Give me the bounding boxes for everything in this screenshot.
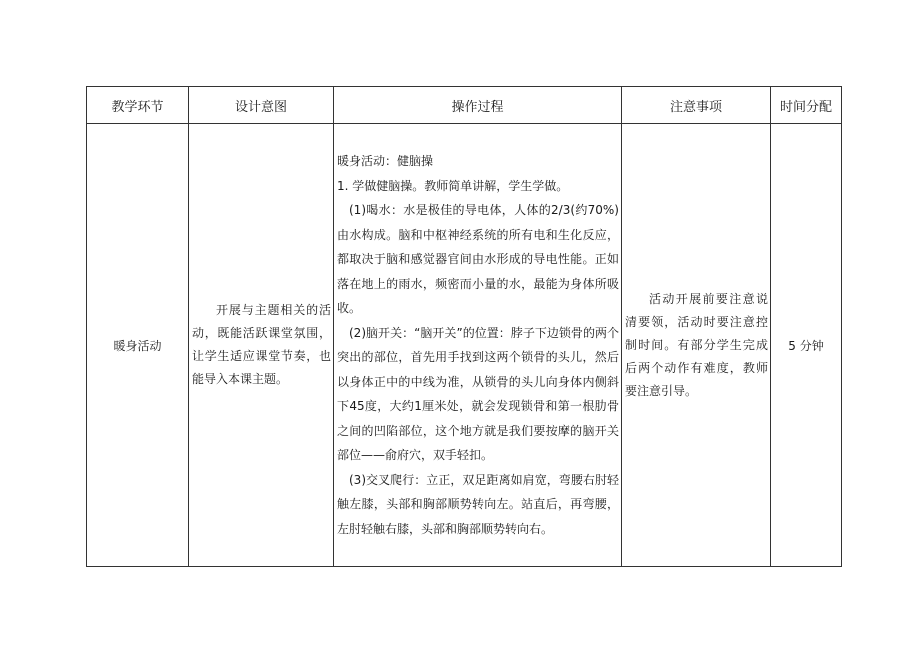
process-item-water: (1)喝水：水是极佳的导电体，人体的2/3(约70%)由水构成。脑和中枢神经系统的所有电和生化反应，都取决于脑和感觉器官间由水形成的导电性能。正如落在地上的雨水，频密而小量的水，最能为身体所吸收。	[337, 203, 619, 315]
notes-cell	[622, 124, 771, 567]
stage-cell: 暖身活动	[87, 124, 189, 567]
table-row	[87, 124, 842, 567]
process-cell	[334, 124, 622, 567]
intent-text: 开展与主题相关的活动，既能活跃课堂氛围，让学生适应课堂节奏，也能导入本课主题。	[192, 303, 331, 386]
header-stage: 教学环节	[87, 87, 189, 124]
process-step-1: 1. 学做健脑操。教师简单讲解，学生学做。	[337, 178, 569, 193]
time-cell: 5 分钟	[771, 124, 842, 567]
process-item-brain-switch: (2)脑开关：“脑开关”的位置：脖子下边锁骨的两个突出的部位，首先用手找到这两个锁骨的头儿，然后以身体正中的中线为准，从锁骨的头儿向身体内侧斜下45度，大约1厘米处，就会发现锁骨和第一根肋骨之间的凹陷部位，这个地方就是我们要按摩的脑开关部位——俞府穴，双手轻扣。	[337, 325, 619, 462]
lesson-plan-table	[86, 86, 842, 567]
header-notes: 注意事项	[622, 87, 771, 124]
header-time: 时间分配	[771, 87, 842, 124]
intent-cell	[189, 124, 334, 567]
notes-text: 活动开展前要注意说清要领，活动时要注意控制时间。有部分学生完成后两个动作有难度，教师要注意引导。	[625, 291, 768, 398]
process-title: 暖身活动：健脑操	[337, 154, 434, 168]
process-item-cross-crawl: (3)交叉爬行：立正，双足距离如肩宽，弯腰右肘轻触左膝，头部和胸部顺势转向左。站直后，再弯腰，左肘轻触右膝，头部和胸部顺势转向右。	[337, 472, 619, 536]
header-intent: 设计意图	[189, 87, 334, 124]
table-header-row	[87, 87, 842, 124]
header-process: 操作过程	[334, 87, 622, 124]
